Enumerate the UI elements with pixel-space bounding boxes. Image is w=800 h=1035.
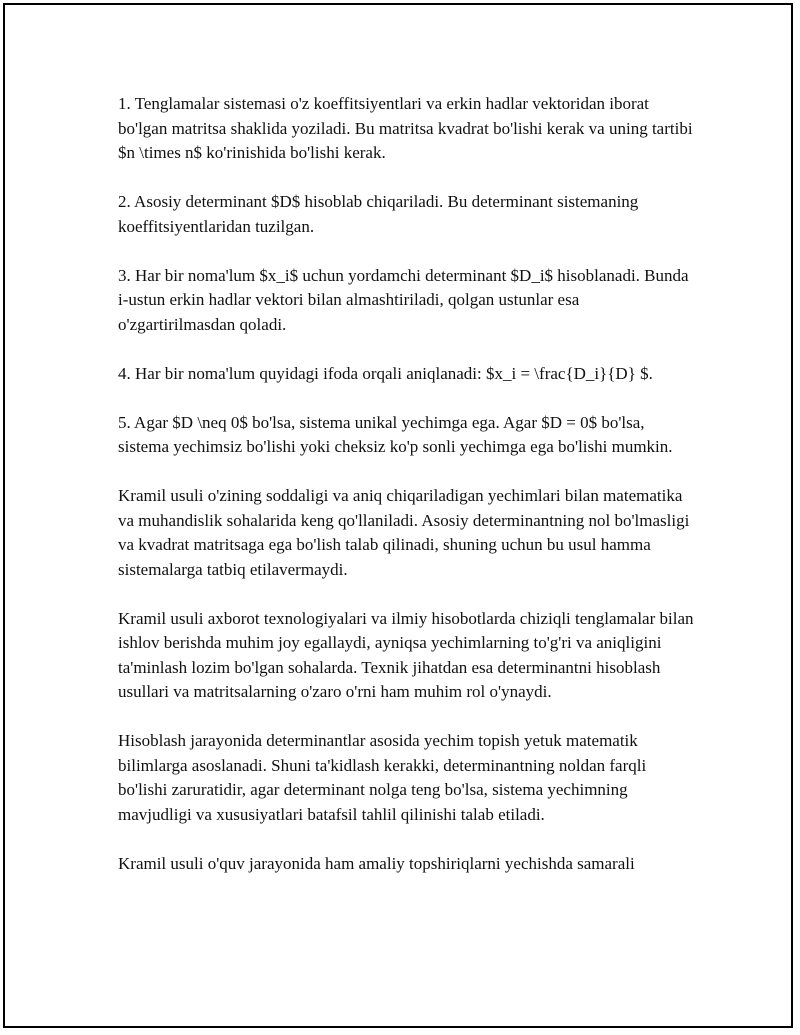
step-3-paragraph: 3. Har bir noma'lum $x_i$ uchun yordamchi determinant $D_i$ hisoblanadi. Bunda i-ustun erkin hadlar vektori bilan almashtiriladi, qolgan ustunlar esa o'zgartirilmasdan qoladi. xyxy=(118,265,689,334)
step-4-paragraph: 4. Har bir noma'lum quyidagi ifoda orqali aniqlanadi: $x_i = \frac{D_i}{D} $. xyxy=(118,363,653,383)
step-2-paragraph: 2. Asosiy determinant $D$ hisoblab chiqariladi. Bu determinant sistemaning koeffitsiyentlaridan tuzilgan. xyxy=(118,192,639,236)
step-1-paragraph: 1. Tenglamalar sistemasi o'z koeffitsiyentlari va erkin hadlar vektoridan iborat bo'lgan matritsa shaklida yoziladi. Bu matritsa kvadrat bo'lishi kerak va uning tartibi $n \times n$ ko'rinishida bo'lishi kerak. xyxy=(118,94,693,162)
body-paragraph: Kramil usuli axborot texnologiyalari va ilmiy hisobotlarda chiziqli tenglamalar bilan ishlov berishda muhim joy egallaydi, ayniqsa yechimlarning to'g'ri va aniqligini ta'minlash lozim bo'lgan sohalarda. Texnik jihatdan esa determinantni hisoblash usullari va matritsalarning o'zaro o'rni ham muhim rol o'ynaydi. xyxy=(118,608,694,701)
body-paragraph: Kramil usuli o'zining soddaligi va aniq chiqariladigan yechimlari bilan matematika va muhandislik sohalarida keng qo'llaniladi. Asosiy determinantning nol bo'lmasligi va kvadrat matritsaga ega bo'lish talab qilinadi, shuning uchun bu usul hamma sistemalarga tatbiq etilavermaydi. xyxy=(118,486,690,579)
step-5-paragraph: 5. Agar $D \neq 0$ bo'lsa, sistema unikal yechimga ega. Agar $D = 0$ bo'lsa, sistema yechimsiz bo'lishi yoki cheksiz ko'p sonli yechimga ega bo'lishi mumkin. xyxy=(118,412,673,456)
document-body xyxy=(118,92,698,901)
body-paragraph: Kramil usuli o'quv jarayonida ham amaliy topshiriqlarni yechishda samarali xyxy=(118,853,635,873)
body-paragraph: Hisoblash jarayonida determinantlar asosida yechim topish yetuk matematik bilimlarga asoslanadi. Shuni ta'kidlash kerakki, determinantning noldan farqli bo'lishi zaruratidir, agar determinant nolga teng bo'lsa, sistema yechimning mavjudligi va xususiyatlari batafsil tahlil qilinishi talab etiladi. xyxy=(118,731,647,824)
